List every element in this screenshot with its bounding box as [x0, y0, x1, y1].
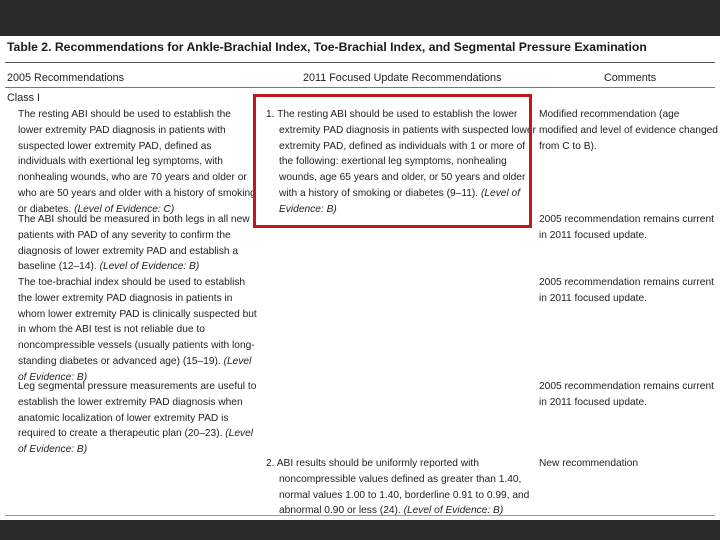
row2-2005-text: The ABI should be measured in both legs in all new patients with PAD of any severity to confirm the diagnosis of lower extremity PAD and establish a baseline (12–14).	[18, 214, 250, 273]
row1-2005-level: (Level of Evidence: C)	[74, 203, 175, 215]
row4-2005-level: (Level of Evidence: B)	[18, 428, 254, 456]
row4-comment: 2005 recommendation remains current in 2011 focused update.	[539, 381, 714, 408]
title-divider	[5, 62, 715, 63]
row5-comment: New recommendation	[539, 458, 639, 469]
highlight-box	[253, 94, 532, 228]
document-page	[0, 36, 720, 520]
row3-2005-cell	[18, 275, 258, 386]
class-label: Class I	[7, 92, 40, 104]
row3-2005-level: (Level of Evidence: B)	[18, 355, 252, 383]
row5-2011-level: (Level of Evidence: B)	[403, 505, 504, 517]
row3-comment: 2005 recommendation remains current in 2011 focused update.	[539, 277, 714, 304]
bottom-divider	[5, 515, 715, 516]
row4-2005-cell	[18, 379, 258, 458]
header-2005: 2005 Recommendations	[7, 72, 125, 84]
table-title: Table 2. Recommendations for Ankle-Brachial Index, Toe-Brachial Index, and Segmental Pressure Examination	[7, 40, 647, 54]
row5-2011-text: 2. ABI results should be uniformly reported with noncompressible values defined as greater than 1.40, normal values 1.00 to 1.40, borderline 0.91 to 0.99, and abnormal 0.90 or less (24).	[266, 458, 530, 517]
row2-2005-cell	[18, 212, 258, 275]
header-divider	[5, 87, 715, 88]
row1-comment: Modified recommendation (age modified and level of evidence changed from C to B).	[539, 109, 718, 152]
row1-2011-level: (Level of Evidence: B)	[279, 187, 521, 215]
row1-2005-cell	[18, 107, 258, 218]
row2-2005-level: (Level of Evidence: B)	[99, 261, 200, 273]
row5-2011-cell	[266, 456, 541, 519]
row2-comment: 2005 recommendation remains current in 2011 focused update.	[539, 214, 714, 241]
header-2011: 2011 Focused Update Recommendations	[303, 72, 502, 84]
row1-2005-text: The resting ABI should be used to establish the lower extremity PAD diagnosis in patients with suspected lower extremity PAD, defined as individuals with exertional leg symptoms, with nonhealing wounds, who are 70 years and older or who are 50 years and older with a history of smoking or diabetes.	[18, 109, 256, 215]
row4-2005-text: Leg segmental pressure measurements are useful to establish the lower extremity PAD diagnosis when anatomic localization of lower extremity PAD is required to create a therapeutic plan (20–23).	[18, 381, 257, 440]
header-comments: Comments	[604, 72, 657, 84]
row1-2011-text: 1. The resting ABI should be used to establish the lower extremity PAD diagnosis in patients with suspected lower extremity PAD, defined as individuals with 1 or more of the following: exertional leg symptoms, nonhealing wounds, age 65 years and older, or 50 years and older with a history of smoking or diabetes (9–11).	[266, 109, 536, 199]
row3-2005-text: The toe-brachial index should be used to establish the lower extremity PAD diagnosis in patients in whom lower extremity PAD is clinically suspected but in whom the ABI test is not reliable due to noncompressible vessels (usually patients with long-standing diabetes or advanced age) (15–19).	[18, 277, 257, 367]
